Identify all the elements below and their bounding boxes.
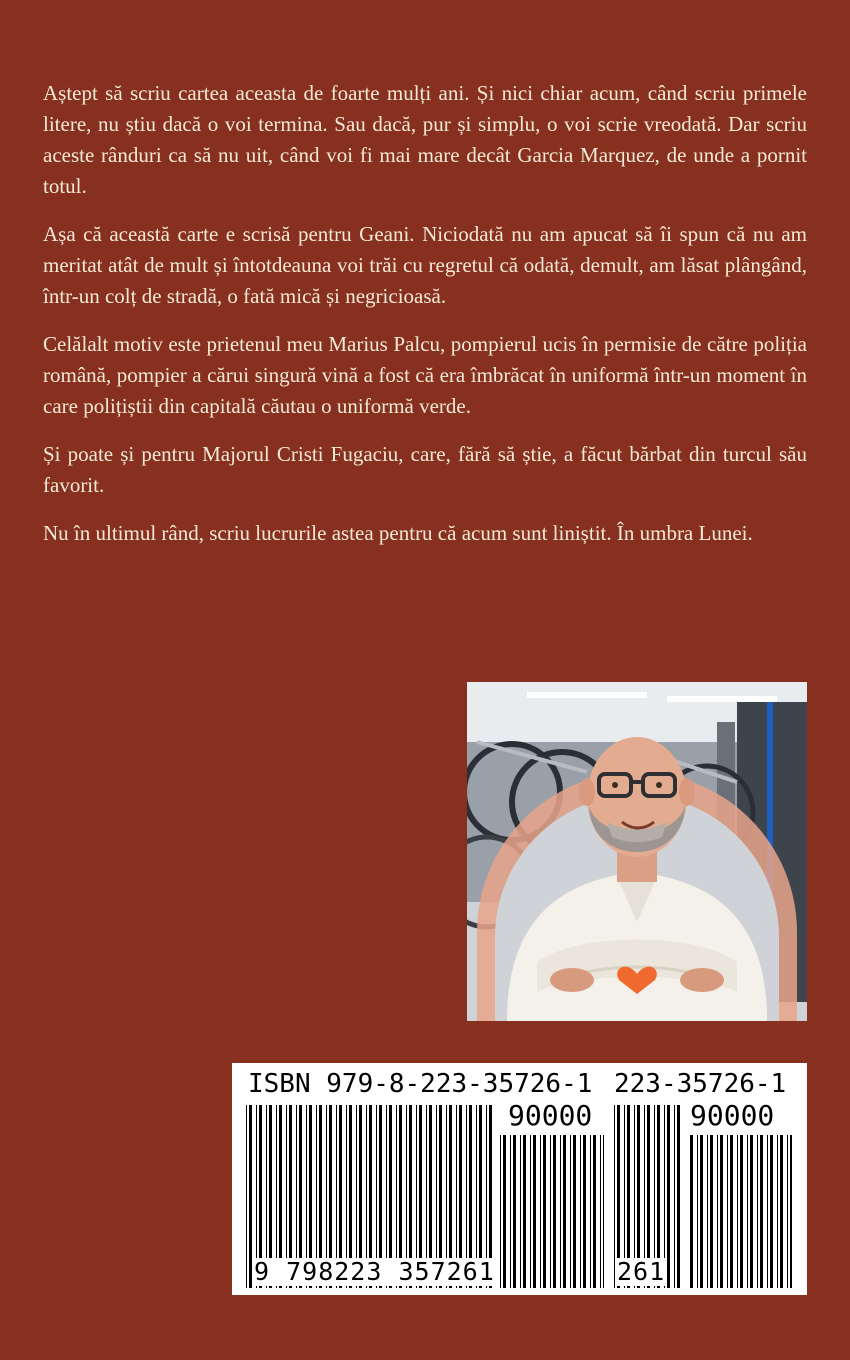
blurb-paragraph-3: Celălalt motiv este prietenul meu Marius Palcu, pompierul ucis în permisie de către poliția română, pompier a cărui singură vină a fost că era îmbrăcat în uniformă într-un moment în care polițiștii din capitală căutau o uniformă verde. xyxy=(43,332,807,418)
barcode-bar xyxy=(583,1135,586,1288)
blurb-paragraph-5: Nu în ultimul rând, scriu lucrurile astea pentru că acum sunt liniștit. În umbra Lunei. xyxy=(43,521,753,545)
blurb-paragraph-1: Aștept să scriu cartea aceasta de foarte mulți ani. Și nici chiar acum, când scriu primele litere, nu știu dacă o voi termina. Sau dacă, pur și simplu, o voi scrie vreodată. Dar scriu aceste rânduri ca să nu uit, când voi fi mai mare decât Garcia Marquez, de unde a pornit totul. xyxy=(43,81,807,198)
barcode-bar xyxy=(667,1105,670,1288)
barcode-bar xyxy=(780,1135,783,1288)
barcode-bar xyxy=(614,1105,615,1288)
barcode-bar xyxy=(767,1135,768,1288)
barcode-bar xyxy=(777,1135,778,1288)
barcode-bar xyxy=(710,1135,713,1288)
barcode-bar xyxy=(513,1135,516,1288)
price-code-repeat: 90000 xyxy=(690,1099,775,1132)
barcode-bar xyxy=(700,1135,703,1288)
barcode-bar xyxy=(690,1135,693,1288)
barcode-bar xyxy=(677,1105,680,1288)
barcode-bar xyxy=(760,1135,763,1288)
barcode-bar xyxy=(717,1135,718,1288)
barcode-bar xyxy=(737,1135,738,1288)
barcode-bar xyxy=(674,1105,675,1288)
barcode-bar xyxy=(790,1135,792,1288)
barcode-bar xyxy=(573,1135,576,1288)
barcode-bar xyxy=(727,1135,728,1288)
barcode-bar xyxy=(747,1135,748,1288)
barcode-bar xyxy=(533,1135,536,1288)
barcode-bar xyxy=(750,1135,753,1288)
barcode-bar xyxy=(770,1135,773,1288)
isbn-barcode xyxy=(232,1063,807,1295)
barcode-bar xyxy=(560,1135,561,1288)
barcode-bar xyxy=(563,1135,566,1288)
barcode-bar xyxy=(720,1135,723,1288)
barcode-bar xyxy=(570,1135,571,1288)
barcode-bar xyxy=(590,1135,591,1288)
barcode-bar xyxy=(246,1105,247,1288)
isbn-label: ISBN 979-8-223-35726-1 xyxy=(248,1069,593,1099)
ean-digits-repeat: 261 xyxy=(617,1257,666,1286)
barcode-bar xyxy=(787,1135,788,1288)
blurb-paragraph-4: Și poate și pentru Majorul Cristi Fugaciu, care, fără să știe, a făcut bărbat din turcul său favorit. xyxy=(43,442,807,497)
price-code: 90000 xyxy=(508,1099,593,1132)
barcode-bar xyxy=(520,1135,521,1288)
barcode-bar xyxy=(740,1135,743,1288)
barcode-bar xyxy=(523,1135,526,1288)
barcode-bar xyxy=(553,1135,556,1288)
barcode-bar xyxy=(540,1135,541,1288)
barcode-bar xyxy=(530,1135,531,1288)
blurb-paragraph-2: Așa că această carte e scrisă pentru Geani. Niciodată nu am apucat să îi spun că nu am meritat atât de mult și întotdeauna voi trăi cu regretul că odată, demult, am lăsat plângând, într-un colț de stradă, o fată mică și negricioasă. xyxy=(43,222,807,308)
barcode-bar xyxy=(730,1135,733,1288)
barcode-bar xyxy=(697,1135,698,1288)
barcode-bar xyxy=(510,1135,511,1288)
barcode-bar xyxy=(603,1135,604,1288)
barcode-bar xyxy=(580,1135,581,1288)
barcode-bar xyxy=(543,1135,546,1288)
barcode-bar xyxy=(550,1135,551,1288)
barcode-bar xyxy=(757,1135,758,1288)
back-cover-blurb xyxy=(43,78,807,566)
ean-digits: 9 798223 357261 xyxy=(254,1257,495,1286)
author-photo xyxy=(467,682,807,1021)
barcode-bar xyxy=(600,1135,601,1288)
barcode-bar xyxy=(503,1135,506,1288)
barcode-bar xyxy=(707,1135,708,1288)
barcode-bar xyxy=(249,1105,252,1288)
barcode-bar xyxy=(500,1135,501,1288)
barcode-bar xyxy=(593,1135,596,1288)
isbn-label-repeat: 223-35726-1 xyxy=(614,1069,787,1099)
